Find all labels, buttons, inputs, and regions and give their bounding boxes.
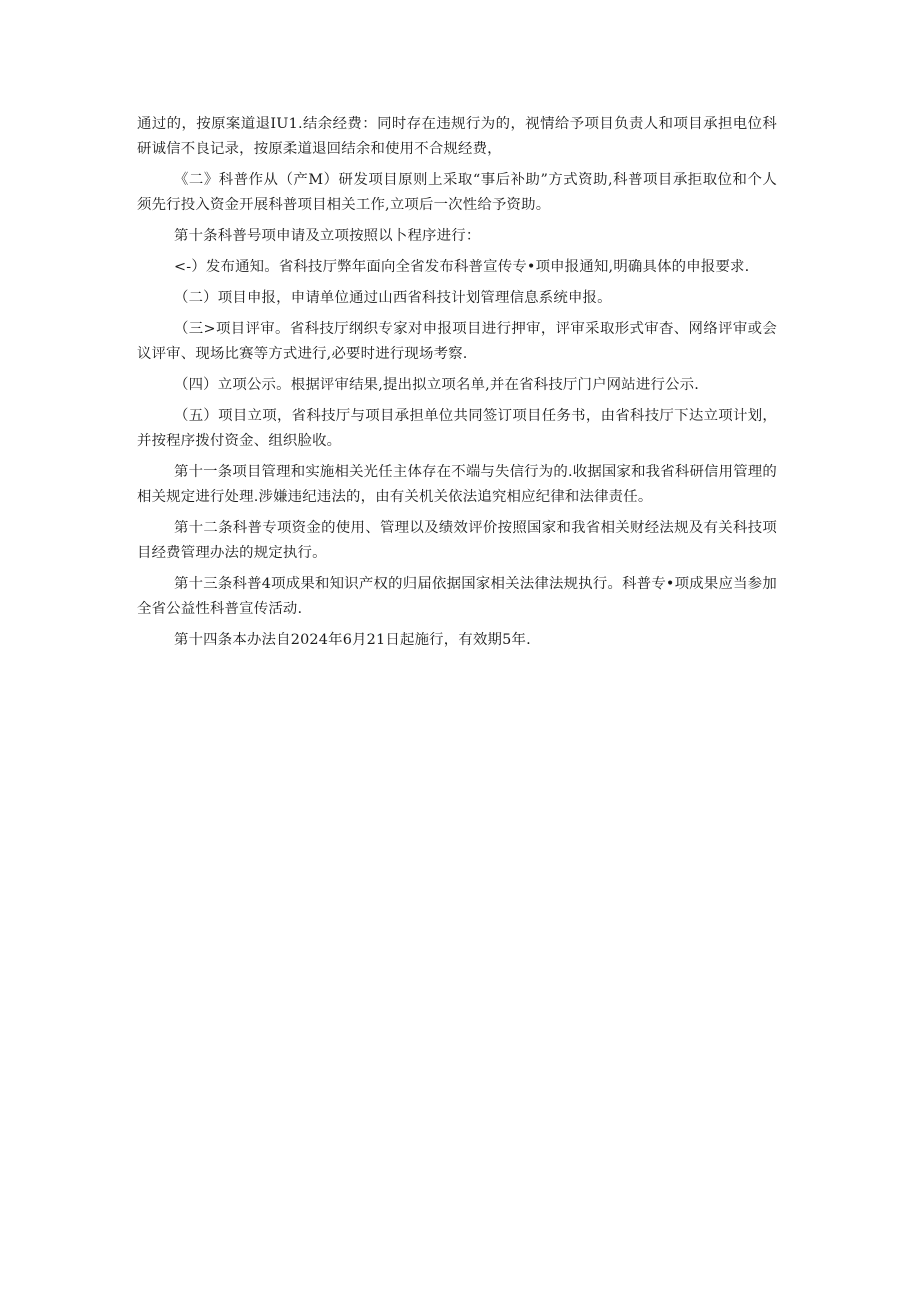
step-public-notice: （四）立项公示。根据评审结果,提出拟立项名单,并在省科技厅门户网站进行公示. <box>174 377 699 393</box>
document-page <box>137 112 777 653</box>
paragraph-subsidy-method: 《二》科普作从（产M）研发项目原则上采取“事后补助”方式资助,科普项目承拒取位和个人须先行投入资金开展科普项目相关工作,立项后一次性给予资助。 <box>137 172 777 213</box>
article-12: 第十二条科普专项资金的使用、管理以及绩效评价按照国家和我省相关财经法规及有关科技项目经费管理办法的规定执行。 <box>137 520 777 561</box>
article-10-heading: 第十条科普号项申请及立项按照以卜程序进行： <box>174 228 481 244</box>
article-14: 第十四条本办法自2024年6月21日起施行，有效期5年. <box>174 632 531 648</box>
step-project-approval: （五）项目立项，省科技厅与项目承担单位共同签订项目任务书，由省科技厅下达立项计划，并按程序拨付资金、组织脸收。 <box>137 408 777 449</box>
step-publish-notice: <-）发布通知。省科技厅弊年面向全省发布科普宣传专•项申报通知,明确具体的申报要求. <box>174 259 750 275</box>
article-13: 第十三条科普4项成果和知识产权的归届依据国家相关法律法规执行。科普专•项成果应当参加全省公益性科普宣传活动. <box>137 576 777 617</box>
step-project-application: （二）项目申报，申请单位通过山西省科技计划管理信息系统申报。 <box>174 290 612 306</box>
paragraph-continuation: 通过的，按原案道退IU1.结余经费：同时存在违规行为的，视情给予项目负责人和项目承担电位科研诚信不良记录，按原柔道退回结余和使用不合规经费， <box>137 116 777 157</box>
step-project-review: （三>项目评审。省科技厅纲织专家对申报项目进行押审，评审采取形式审杳、网络评审或会议评审、现场比赛等方式进行,必要时进行现场考察. <box>137 321 777 362</box>
article-11: 第十一条项目管理和实施相关光任主体存在不端与失信行为的.收据国家和我省科研信用管理的相关规定进行处理.涉嫌违纪违法的，由有关机关依法追究相应纪律和法律责任。 <box>137 464 777 505</box>
